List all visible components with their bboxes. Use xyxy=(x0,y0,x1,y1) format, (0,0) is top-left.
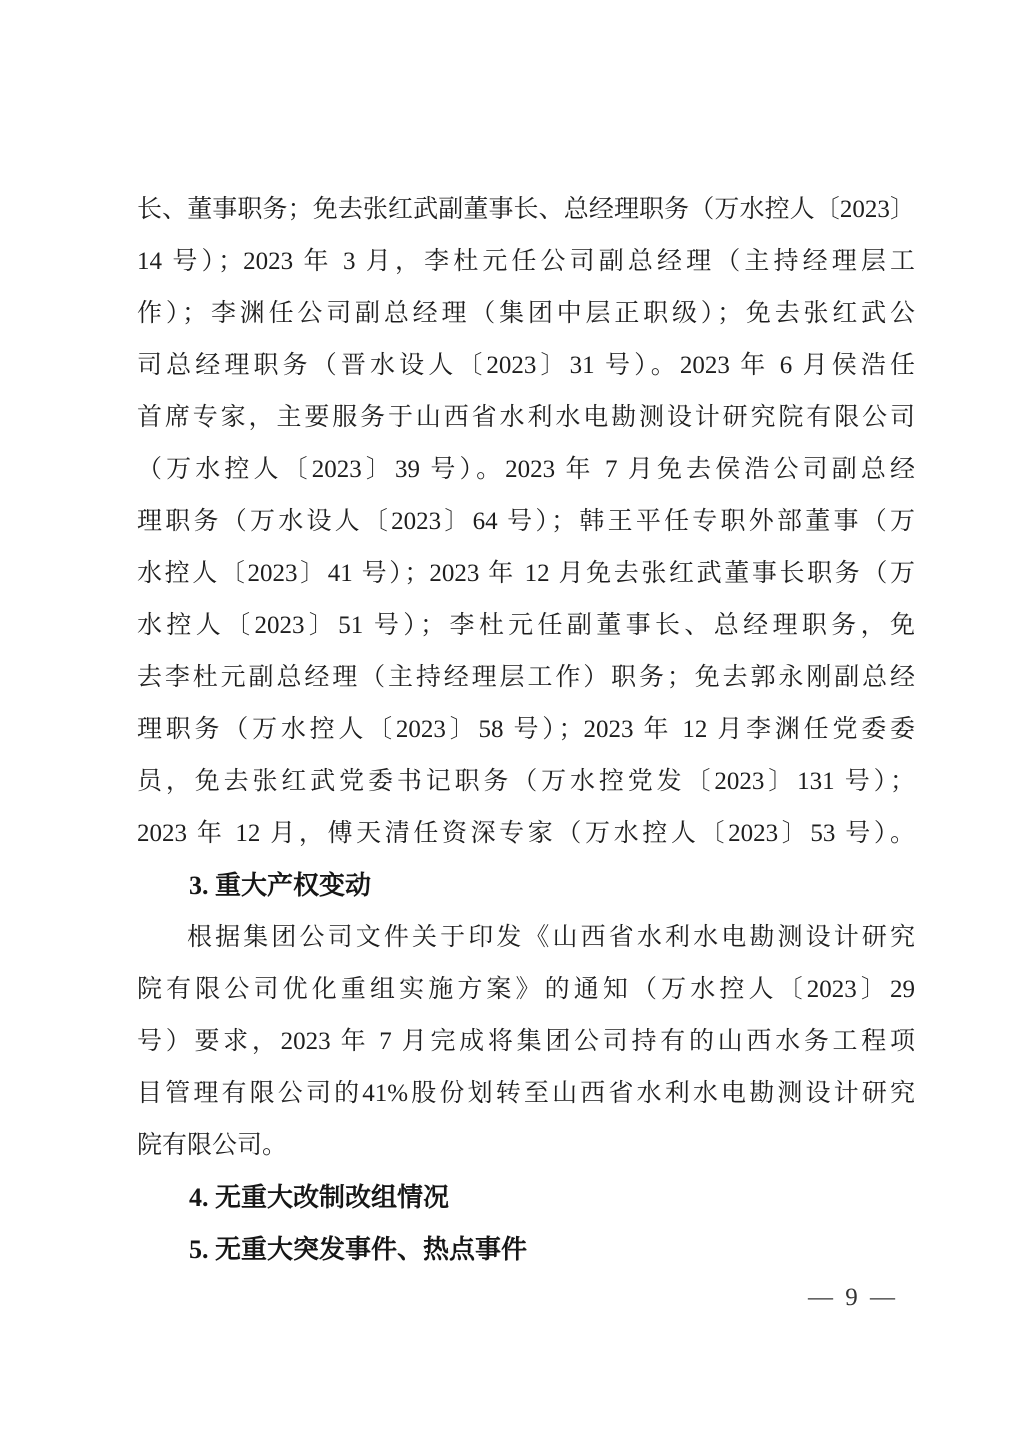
document-text-block xyxy=(137,184,915,1276)
section-heading-5: 5. 无重大突发事件、热点事件 xyxy=(189,1235,528,1264)
body-text-line: 目管理有限公司的41%股份划转至山西省水利水电勘测设计研究 xyxy=(137,1080,915,1107)
body-text-line: 根据集团公司文件关于印发《山西省水利水电勘测设计研究 xyxy=(187,924,915,951)
body-text-line: 2023 年 12 月，傅天清任资深专家（万水控人〔2023〕53 号）。 xyxy=(137,820,915,847)
body-text-line: 理职务（万水控人〔2023〕58 号）；2023 年 12 月李渊任党委委 xyxy=(137,716,915,743)
body-text-line: （万水控人〔2023〕39 号）。2023 年 7 月免去侯浩公司副总经 xyxy=(137,456,915,483)
body-text-line: 司总经理职务（晋水设人〔2023〕31 号）。2023 年 6 月侯浩任 xyxy=(137,352,915,379)
section-heading-4: 4. 无重大改制改组情况 xyxy=(189,1183,450,1212)
body-text-line: 首席专家，主要服务于山西省水利水电勘测设计研究院有限公司 xyxy=(137,404,915,431)
body-text-line: 作）；李渊任公司副总经理（集团中层正职级）；免去张红武公 xyxy=(137,300,915,327)
body-text-line: 理职务（万水设人〔2023〕64 号）；韩王平任专职外部董事（万 xyxy=(137,508,915,535)
body-text-line: 14 号）；2023 年 3 月，李杜元任公司副总经理（主持经理层工 xyxy=(137,248,915,275)
body-text-line: 院有限公司。 xyxy=(137,1132,288,1159)
page-number: — 9 — xyxy=(808,1284,898,1311)
body-text-line: 水控人〔2023〕51 号）；李杜元任副董事长、总经理职务，免 xyxy=(137,612,915,639)
body-text-line: 院有限公司优化重组实施方案》的通知（万水控人〔2023〕29 xyxy=(137,976,915,1003)
body-text-line: 去李杜元副总经理（主持经理层工作）职务；免去郭永刚副总经 xyxy=(137,664,915,691)
body-text-line: 员，免去张红武党委书记职务（万水控党发〔2023〕131 号）； xyxy=(137,768,915,795)
section-heading-3: 3. 重大产权变动 xyxy=(189,871,372,900)
body-text-line: 号）要求，2023 年 7 月完成将集团公司持有的山西水务工程项 xyxy=(137,1028,915,1055)
body-text-line: 长、董事职务；免去张红武副董事长、总经理职务（万水控人〔2023〕 xyxy=(137,196,915,223)
body-text-line: 水控人〔2023〕41 号）；2023 年 12 月免去张红武董事长职务（万 xyxy=(137,560,915,587)
